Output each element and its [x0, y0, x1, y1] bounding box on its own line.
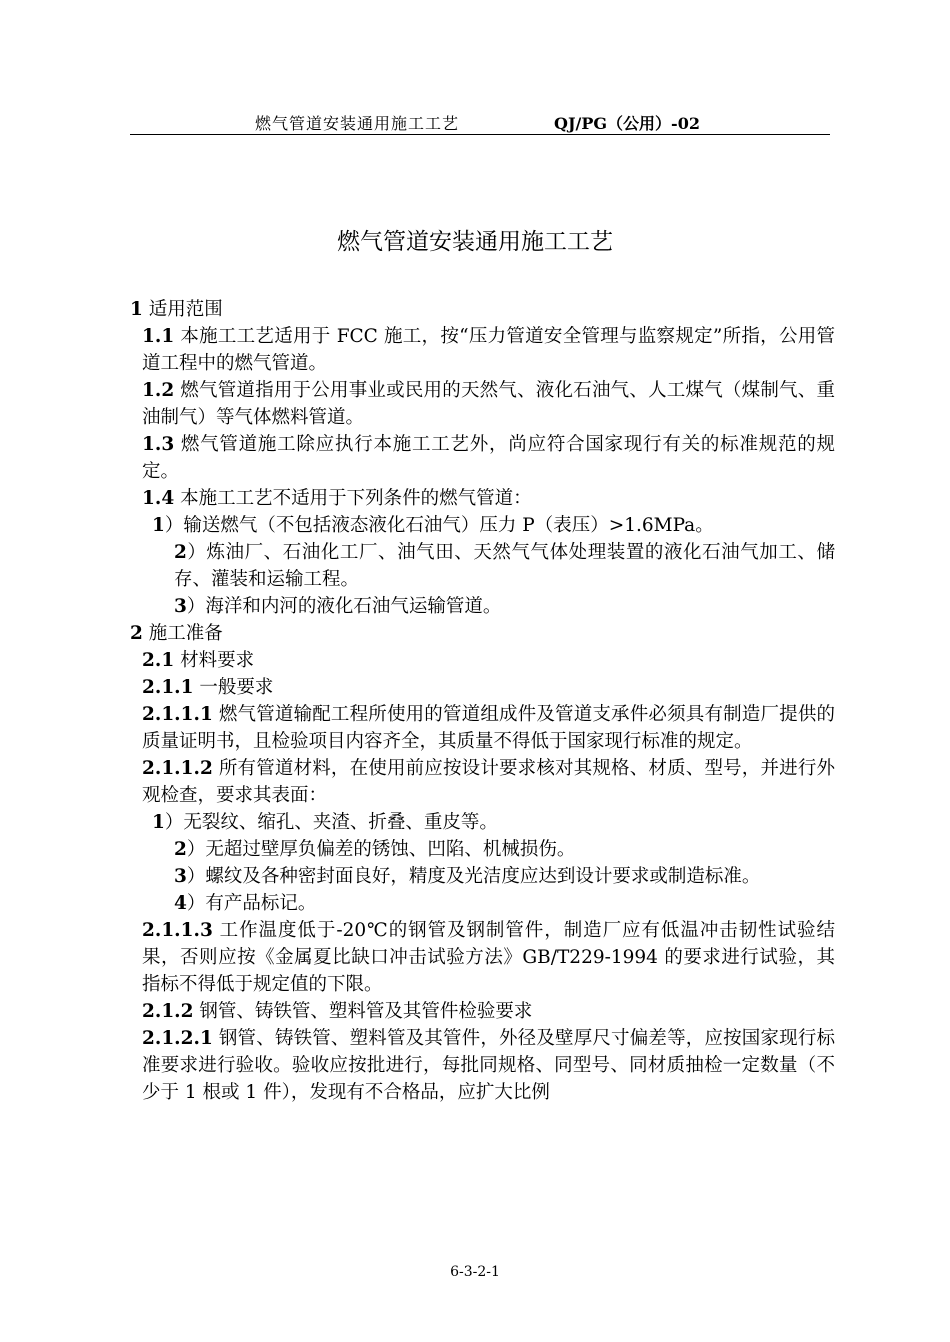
section-number: 1 [130, 299, 143, 320]
section-number: 2.1.2 [142, 1001, 194, 1022]
section-number: 2 [174, 542, 187, 563]
paragraph [130, 323, 835, 377]
paragraph [130, 485, 835, 512]
paragraph [130, 836, 835, 863]
paragraph-text: 适用范围 [142, 299, 223, 320]
paragraph-text: 燃气管道施工除应执行本施工工艺外，尚应符合国家现行有关的标准规范的规定。 [142, 434, 835, 482]
document-body [130, 296, 835, 1106]
paragraph-text: ）螺纹及各种密封面良好，精度及光洁度应达到设计要求或制造标准。 [186, 866, 761, 887]
paragraph-text: 钢管、铸铁管、塑料管及其管件检验要求 [193, 1001, 533, 1022]
section-number: 2.1.1.1 [142, 704, 213, 725]
document-title: 燃气管道安装通用施工工艺 [337, 229, 613, 255]
paragraph-text: 所有管道材料，在使用前应按设计要求核对其规格、材质、型号，并进行外观检查，要求其表面： [142, 758, 835, 806]
section-number: 2.1.1.2 [142, 758, 213, 779]
paragraph-text: ）海洋和内河的液化石油气运输管道。 [186, 596, 502, 617]
section-number: 1.1 [142, 326, 175, 347]
section-number: 2 [130, 623, 143, 644]
paragraph [130, 863, 835, 890]
paragraph [130, 431, 835, 485]
paragraph-text: 施工准备 [142, 623, 223, 644]
section-number: 4 [174, 893, 187, 914]
paragraph [130, 701, 835, 755]
paragraph [130, 620, 835, 647]
header-title: 燃气管道安装通用施工工艺 [255, 114, 460, 133]
paragraph [130, 998, 835, 1025]
section-number: 1 [152, 812, 165, 833]
section-number: 2.1.2.1 [142, 1028, 213, 1049]
paragraph [130, 377, 835, 431]
section-number: 2.1 [142, 650, 175, 671]
paragraph-text: ）炼油厂、石油化工厂、油气田、天然气气体处理装置的液化石油气加工、储存、灌装和运输工程。 [174, 542, 835, 590]
paragraph-text: 材料要求 [174, 650, 255, 671]
section-number: 2 [174, 839, 187, 860]
paragraph-text: 燃气管道指用于公用事业或民用的天然气、液化石油气、人工煤气（煤制气、重油制气）等气体燃料管道。 [142, 380, 835, 428]
paragraph [130, 917, 835, 998]
paragraph-text: 一般要求 [193, 677, 274, 698]
section-number: 2.1.1 [142, 677, 194, 698]
header-code: QJ/PG（公用）-02 [554, 114, 700, 133]
section-number: 1 [152, 515, 165, 536]
paragraph [130, 647, 835, 674]
page-header [130, 108, 830, 135]
section-number: 1.4 [142, 488, 175, 509]
section-number: 3 [174, 866, 187, 887]
paragraph [130, 1025, 835, 1106]
page-number: 6-3-2-1 [450, 1264, 500, 1280]
paragraph [130, 512, 835, 539]
paragraph-text: ）输送燃气（不包括液态液化石油气）压力 P（表压）>1.6MPa。 [164, 515, 714, 536]
paragraph [130, 296, 835, 323]
paragraph-text: ）有产品标记。 [186, 893, 317, 914]
paragraph [130, 809, 835, 836]
paragraph-text: 工作温度低于-20℃的钢管及钢制管件，制造厂应有低温冲击韧性试验结果，否则应按《金属夏比缺口冲击试验方法》GB/T229-1994 的要求进行试验，其指标不得低于规定值的下限。 [142, 920, 835, 995]
paragraph-text: 燃气管道输配工程所使用的管道组成件及管道支承件必须具有制造厂提供的质量证明书，且检验项目内容齐全，其质量不得低于国家现行标准的规定。 [142, 704, 835, 752]
paragraph-text: 本施工工艺不适用于下列条件的燃气管道： [174, 488, 532, 509]
paragraph [130, 890, 835, 917]
paragraph-text: 钢管、铸铁管、塑料管及其管件，外径及壁厚尺寸偏差等，应按国家现行标准要求进行验收。验收应按批进行，每批同规格、同型号、同材质抽检一定数量（不少于 1 根或 1 件），发现有不合格品，应扩大比例 [142, 1028, 835, 1103]
paragraph [130, 593, 835, 620]
section-number: 1.3 [142, 434, 175, 455]
paragraph-text: 本施工工艺适用于 FCC 施工，按“压力管道安全管理与监察规定”所指，公用管道工程中的燃气管道。 [142, 326, 835, 374]
section-number: 3 [174, 596, 187, 617]
section-number: 1.2 [142, 380, 175, 401]
paragraph-text: ）无裂纹、缩孔、夹渣、折叠、重皮等。 [164, 812, 498, 833]
section-number: 2.1.1.3 [142, 920, 213, 941]
paragraph-text: ）无超过壁厚负偏差的锈蚀、凹陷、机械损伤。 [186, 839, 576, 860]
paragraph [130, 755, 835, 809]
paragraph [130, 674, 835, 701]
paragraph [130, 539, 835, 593]
